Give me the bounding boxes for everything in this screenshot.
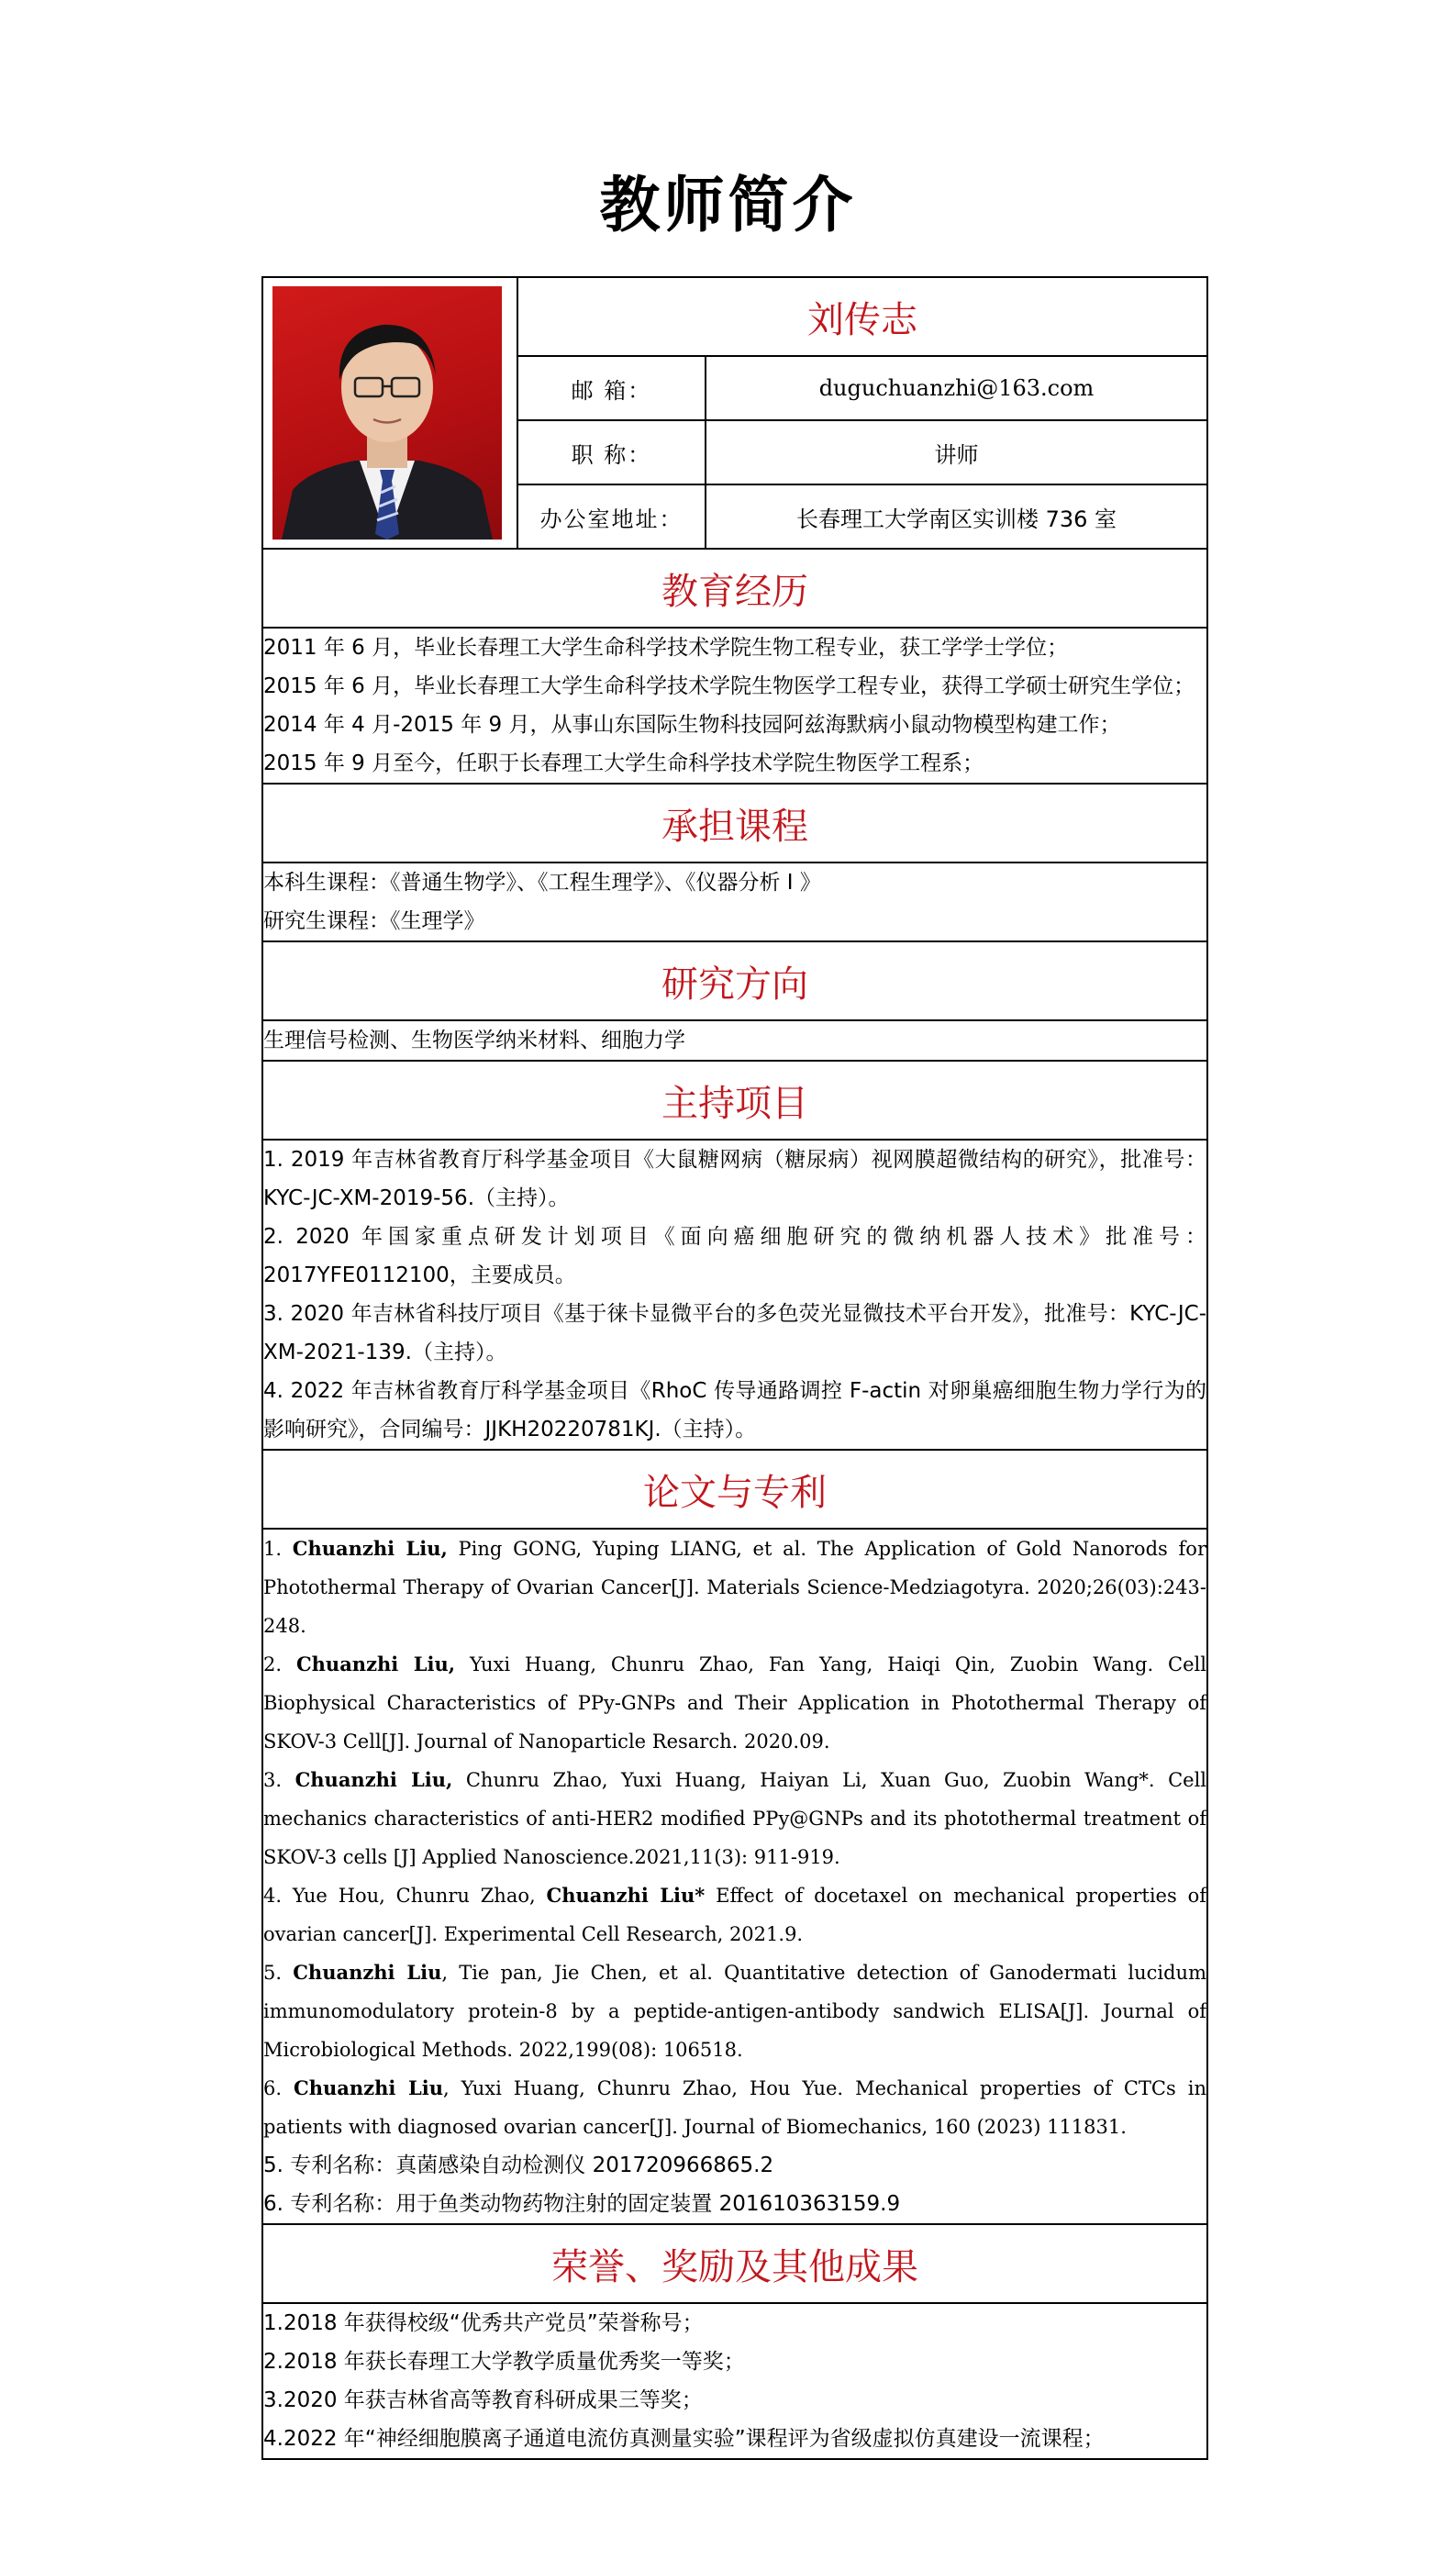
profile-sheet bbox=[261, 276, 1206, 2460]
honor-line: 1.2018 年获得校级“优秀共产党员”荣誉称号； bbox=[263, 2311, 704, 2335]
patent-item: 6. 专利名称：用于鱼类动物药物注射的固定装置 201610363159.9 bbox=[263, 2192, 901, 2216]
portrait-photo bbox=[272, 286, 502, 540]
teacher-name: 刘传志 bbox=[517, 277, 1207, 356]
projects-heading: 主持项目 bbox=[262, 1061, 1207, 1140]
project-item: 1. 2019 年吉林省教育厅科学基金项目《大鼠糖网病（糖尿病）视网膜超微结构的研究》，批准号：KYC-JC-XM-2019-56.（主持）。 bbox=[263, 1148, 1206, 1210]
honors-heading: 荣誉、奖励及其他成果 bbox=[262, 2224, 1207, 2303]
honor-line: 2.2018 年获长春理工大学教学质量优秀奖一等奖； bbox=[263, 2350, 745, 2374]
project-item: 2. 2020 年国家重点研发计划项目《面向癌细胞研究的微纳机器人技术》批准号：2017YFE0112100，主要成员。 bbox=[263, 1225, 1206, 1287]
title-value: 讲师 bbox=[706, 420, 1207, 484]
paper-item: 6. Chuanzhi Liu, Yuxi Huang, Chunru Zhao, Hou Yue. Mechanical properties of CTCs in patients with diagnosed ovarian cancer[J]. Journal of Biomechanics, 160 (2023) 111831. bbox=[263, 2076, 1207, 2138]
course-line: 本科生课程：《普通生物学》、《工程生理学》、《仪器分析 I 》 bbox=[263, 871, 821, 895]
email-label: 邮 箱： bbox=[517, 356, 706, 420]
office-value: 长春理工大学南区实训楼 736 室 bbox=[706, 484, 1207, 549]
honors-body bbox=[262, 2303, 1207, 2459]
papers-body bbox=[262, 1529, 1207, 2224]
email-value: duguchuanzhi@163.com bbox=[706, 356, 1207, 420]
paper-item: 1. Chuanzhi Liu, Ping GONG, Yuping LIANG, et al. The Application of Gold Nanorods for Photothermal Therapy of Ovarian Cancer[J]. Materials Science-Medziagotyra. 2020;26(03):243-248. bbox=[263, 1537, 1206, 1637]
research-body bbox=[262, 1020, 1207, 1061]
courses-heading: 承担课程 bbox=[262, 784, 1207, 863]
research-heading: 研究方向 bbox=[262, 941, 1207, 1020]
honor-line: 4.2022 年“神经细胞膜离子通道电流仿真测量实验”课程评为省级虚拟仿真建设一流课程； bbox=[263, 2427, 1105, 2451]
patent-item: 5. 专利名称：真菌感染自动检测仪 201720966865.2 bbox=[263, 2154, 774, 2177]
education-line: 2014 年 4 月-2015 年 9 月，从事山东国际生物科技园阿兹海默病小鼠动物模型构建工作； bbox=[263, 713, 1121, 737]
education-line: 2015 年 6 月，毕业长春理工大学生命科学技术学院生物医学工程专业，获得工学硕士研究生学位； bbox=[263, 674, 1195, 698]
course-line: 研究生课程：《生理学》 bbox=[263, 909, 485, 933]
honor-line: 3.2020 年获吉林省高等教育科研成果三等奖； bbox=[263, 2388, 703, 2412]
paper-item: 4. Yue Hou, Chunru Zhao, Chuanzhi Liu* Effect of docetaxel on mechanical properties of ovarian cancer[J]. Experimental Cell Research, 2021.9. bbox=[263, 1884, 1206, 1945]
page-title: 教师简介 bbox=[599, 170, 857, 240]
education-line: 2015 年 9 月至今，任职于长春理工大学生命科学技术学院生物医学工程系； bbox=[263, 751, 984, 775]
education-body bbox=[262, 628, 1207, 784]
project-item: 4. 2022 年吉林省教育厅科学基金项目《RhoC 传导通路调控 F-actin 对卵巢癌细胞生物力学行为的影响研究》，合同编号：JJKH20220781KJ.（主持）。 bbox=[263, 1379, 1206, 1441]
research-line: 生理信号检测、生物医学纳米材料、细胞力学 bbox=[263, 1029, 685, 1052]
title-label: 职 称： bbox=[517, 420, 706, 484]
papers-heading: 论文与专利 bbox=[262, 1450, 1207, 1529]
courses-body bbox=[262, 863, 1207, 941]
paper-item: 3. Chuanzhi Liu, Chunru Zhao, Yuxi Huang, Haiyan Li, Xuan Guo, Zuobin Wang*. Cell mechanics characteristics of anti-HER2 modified PPy@GNPs and its photothermal treatment of SKOV-3 cells [J] Applied Nanoscience.2021,11(3): 911-919. bbox=[263, 1768, 1206, 1868]
paper-item: 2. Chuanzhi Liu, Yuxi Huang, Chunru Zhao, Fan Yang, Haiqi Qin, Zuobin Wang. Cell Biophysical Characteristics of PPy-GNPs and Their Application in Photothermal Therapy of SKOV-3 Cell[J]. Journal of Nanoparticle Resarch. 2020.09. bbox=[263, 1653, 1206, 1753]
project-item: 3. 2020 年吉林省科技厅项目《基于徕卡显微平台的多色荧光显微技术平台开发》，批准号：KYC-JC-XM-2021-139.（主持）。 bbox=[263, 1302, 1206, 1364]
education-heading: 教育经历 bbox=[262, 549, 1207, 628]
office-label: 办公室地址： bbox=[517, 484, 706, 549]
paper-item: 5. Chuanzhi Liu, Tie pan, Jie Chen, et al. Quantitative detection of Ganodermati lucidum immunomodulatory protein-8 by a peptide-antigen-antibody sandwich ELISA[J]. Journal of Microbiological Methods. 2022,199(08): 106518. bbox=[263, 1961, 1206, 2061]
projects-body bbox=[262, 1140, 1207, 1450]
photo-cell bbox=[262, 277, 517, 549]
education-line: 2011 年 6 月，毕业长春理工大学生命科学技术学院生物工程专业，获工学学士学位； bbox=[263, 636, 1069, 660]
